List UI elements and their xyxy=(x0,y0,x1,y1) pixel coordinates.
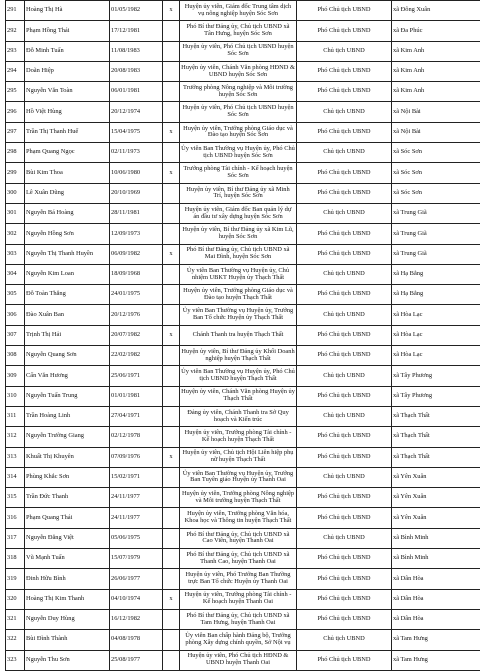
appointed-position: Chủ tịch UBND xyxy=(297,467,392,487)
appointed-unit: xã Dân Hòa xyxy=(392,609,480,629)
appointed-unit: xã Bình Minh xyxy=(392,549,480,569)
appointed-position: Phó Chủ tịch UBND xyxy=(297,488,392,508)
table-row xyxy=(6,386,480,406)
date-of-birth: 06/09/1982 xyxy=(110,244,163,264)
appointed-unit: xã Hạ Bằng xyxy=(392,264,480,284)
appointed-unit: xã Tây Phương xyxy=(392,366,480,386)
row-number: 298 xyxy=(6,143,25,163)
current-title: Huyện ủy viên, Phó Chủ tịch UBND huyện Sóc Sơn xyxy=(180,102,297,122)
table-row xyxy=(6,82,480,102)
date-of-birth: 01/05/1982 xyxy=(110,1,163,21)
appointed-position: Phó Chủ tịch UBND xyxy=(297,21,392,41)
personnel-table xyxy=(5,0,480,671)
appointed-position: Phó Chủ tịch UBND xyxy=(297,447,392,467)
date-of-birth: 11/08/1983 xyxy=(110,41,163,61)
female-mark xyxy=(163,41,180,61)
full-name: Phạm Quang Thái xyxy=(25,508,110,528)
full-name: Trần Thị Thanh Huế xyxy=(25,122,110,142)
date-of-birth: 25/08/1977 xyxy=(110,650,163,670)
date-of-birth: 26/06/1977 xyxy=(110,569,163,589)
female-mark xyxy=(163,528,180,548)
table-row xyxy=(6,203,480,223)
appointed-position: Chủ tịch UBND xyxy=(297,143,392,163)
row-number: 297 xyxy=(6,122,25,142)
full-name: Trịnh Thị Hải xyxy=(25,325,110,345)
current-title: Phó Bí thư Đảng ủy, Chủ tịch UBND xã Thanh Cao, huyện Thanh Oai xyxy=(180,549,297,569)
full-name: Cấn Văn Hương xyxy=(25,366,110,386)
full-name: Phạm Quang Ngọc xyxy=(25,143,110,163)
date-of-birth: 15/02/1971 xyxy=(110,467,163,487)
full-name: Trần Hoàng Linh xyxy=(25,406,110,426)
current-title: Huyện ủy viên, Giám đốc Ban quản lý dự án đầu tư xây dựng huyện Sóc Sơn xyxy=(180,203,297,223)
appointed-unit: xã Kim Anh xyxy=(392,41,480,61)
date-of-birth: 04/08/1978 xyxy=(110,630,163,650)
table-row xyxy=(6,21,480,41)
date-of-birth: 10/06/1980 xyxy=(110,163,163,183)
date-of-birth: 20/10/1969 xyxy=(110,183,163,203)
date-of-birth: 18/09/1968 xyxy=(110,264,163,284)
current-title: Đảng ủy viên, Chánh Thanh tra Sở Quy hoạch và Kiến trúc xyxy=(180,406,297,426)
full-name: Hồ Việt Hùng xyxy=(25,102,110,122)
full-name: Đỗ Toàn Thắng xyxy=(25,285,110,305)
row-number: 292 xyxy=(6,21,25,41)
current-title: Huyện ủy viên, Trưởng phòng Tài chính - Kế hoạch huyện Thạch Thất xyxy=(180,427,297,447)
full-name: Trần Đức Thanh xyxy=(25,488,110,508)
full-name: Lê Xuân Dũng xyxy=(25,183,110,203)
appointed-unit: xã Sóc Sơn xyxy=(392,183,480,203)
full-name: Đỗ Minh Tuấn xyxy=(25,41,110,61)
date-of-birth: 01/01/1981 xyxy=(110,386,163,406)
date-of-birth: 16/12/1982 xyxy=(110,609,163,629)
appointed-position: Phó Chủ tịch UBND xyxy=(297,650,392,670)
female-mark: x xyxy=(163,1,180,21)
current-title: Ủy viên Ban Thường vụ Huyện ủy, Chủ nhiệm UBKT Huyện ủy Thạch Thất xyxy=(180,264,297,284)
female-mark xyxy=(163,183,180,203)
date-of-birth: 22/02/1982 xyxy=(110,346,163,366)
date-of-birth: 06/01/1981 xyxy=(110,82,163,102)
current-title: Huyện ủy viên, Trưởng phòng Nông nghiệp và Môi trường huyện Thạch Thất xyxy=(180,488,297,508)
female-mark: x xyxy=(163,447,180,467)
row-number: 300 xyxy=(6,183,25,203)
full-name: Nguyễn Quang Sơn xyxy=(25,346,110,366)
appointed-position: Phó Chủ tịch UBND xyxy=(297,569,392,589)
date-of-birth: 24/11/1977 xyxy=(110,508,163,528)
female-mark xyxy=(163,366,180,386)
appointed-unit: xã Hòa Lạc xyxy=(392,325,480,345)
table-row xyxy=(6,609,480,629)
female-mark xyxy=(163,61,180,81)
female-mark xyxy=(163,203,180,223)
female-mark xyxy=(163,264,180,284)
appointed-position: Phó Chủ tịch UBND xyxy=(297,325,392,345)
female-mark xyxy=(163,406,180,426)
date-of-birth: 20/12/1974 xyxy=(110,102,163,122)
appointed-position: Phó Chủ tịch UBND xyxy=(297,609,392,629)
current-title: Huyện ủy viên, Phó Trưởng Ban Thường trực Ban Tổ chức Huyện ủy Thanh Oai xyxy=(180,569,297,589)
row-number: 322 xyxy=(6,630,25,650)
appointed-position: Chủ tịch UBND xyxy=(297,264,392,284)
full-name: Đinh Hữu Bình xyxy=(25,569,110,589)
table-row xyxy=(6,346,480,366)
date-of-birth: 15/04/1975 xyxy=(110,122,163,142)
row-number: 323 xyxy=(6,650,25,670)
appointed-position: Phó Chủ tịch UBND xyxy=(297,244,392,264)
appointed-position: Chủ tịch UBND xyxy=(297,41,392,61)
current-title: Trưởng phòng Tài chính - Kế hoạch huyện Sóc Sơn xyxy=(180,163,297,183)
appointed-position: Phó Chủ tịch UBND xyxy=(297,508,392,528)
female-mark xyxy=(163,630,180,650)
table-row xyxy=(6,427,480,447)
current-title: Ủy viên Ban Thường vụ Huyện ủy, Phó Chủ tịch UBND huyện Sóc Sơn xyxy=(180,143,297,163)
appointed-unit: xã Sóc Sơn xyxy=(392,143,480,163)
appointed-position: Phó Chủ tịch UBND xyxy=(297,82,392,102)
full-name: Phạm Hồng Thái xyxy=(25,21,110,41)
appointed-position: Chủ tịch UBND xyxy=(297,102,392,122)
appointed-position: Phó Chủ tịch UBND xyxy=(297,285,392,305)
appointed-position: Phó Chủ tịch UBND xyxy=(297,163,392,183)
row-number: 306 xyxy=(6,305,25,325)
appointed-unit: xã Dân Hòa xyxy=(392,589,480,609)
full-name: Khuất Thị Khuyên xyxy=(25,447,110,467)
current-title: Ủy viên Ban Thường vụ Huyện ủy, Trưởng Ban Tuyên giáo Huyện ủy Thanh Oai xyxy=(180,467,297,487)
table-row xyxy=(6,650,480,670)
date-of-birth: 02/11/1973 xyxy=(110,143,163,163)
female-mark xyxy=(163,427,180,447)
female-mark: x xyxy=(163,589,180,609)
appointed-unit: xã Hạ Bằng xyxy=(392,285,480,305)
row-number: 311 xyxy=(6,406,25,426)
table-row xyxy=(6,1,480,21)
date-of-birth: 15/07/1979 xyxy=(110,549,163,569)
current-title: Phó Bí thư Đảng ủy, Chủ tịch UBND xã Cao Viên, huyện Thanh Oai xyxy=(180,528,297,548)
appointed-unit: xã Thạch Thất xyxy=(392,447,480,467)
female-mark xyxy=(163,305,180,325)
date-of-birth: 24/11/1977 xyxy=(110,488,163,508)
female-mark xyxy=(163,82,180,102)
current-title: Huyện ủy viên, Trưởng phòng Tài chính - Kế hoạch huyện Thanh Oai xyxy=(180,589,297,609)
table-row xyxy=(6,325,480,345)
date-of-birth: 20/08/1983 xyxy=(110,61,163,81)
appointed-unit: xã Trung Giã xyxy=(392,203,480,223)
table-row xyxy=(6,183,480,203)
female-mark xyxy=(163,508,180,528)
appointed-unit: xã Yên Xuân xyxy=(392,488,480,508)
current-title: Trưởng phòng Nông nghiệp và Môi trường huyện Sóc Sơn xyxy=(180,82,297,102)
appointed-position: Phó Chủ tịch UBND xyxy=(297,549,392,569)
date-of-birth: 17/12/1981 xyxy=(110,21,163,41)
current-title: Huyện ủy viên, Chánh Văn phòng Huyện ủy Thạch Thất xyxy=(180,386,297,406)
appointed-unit: xã Sóc Sơn xyxy=(392,163,480,183)
row-number: 307 xyxy=(6,325,25,345)
table-row xyxy=(6,122,480,142)
row-number: 312 xyxy=(6,427,25,447)
row-number: 317 xyxy=(6,528,25,548)
appointed-position: Chủ tịch UBND xyxy=(297,305,392,325)
date-of-birth: 28/11/1981 xyxy=(110,203,163,223)
table-row xyxy=(6,244,480,264)
appointed-unit: xã Dân Hòa xyxy=(392,569,480,589)
row-number: 310 xyxy=(6,386,25,406)
appointed-unit: xã Nội Bài xyxy=(392,122,480,142)
date-of-birth: 05/06/1975 xyxy=(110,528,163,548)
row-number: 293 xyxy=(6,41,25,61)
table-row xyxy=(6,589,480,609)
appointed-position: Chủ tịch UBND xyxy=(297,203,392,223)
current-title: Huyện ủy viên, Chánh Văn phòng HĐND & UBND huyện Sóc Sơn xyxy=(180,61,297,81)
current-title: Huyện ủy viên, Trưởng phòng Giáo dục và Đào tạo huyện Thạch Thất xyxy=(180,285,297,305)
current-title: Huyện ủy viên, Chủ tịch Hội Liên hiệp phụ nữ huyện Thạch Thất xyxy=(180,447,297,467)
current-title: Phó Bí thư Đảng ủy, Chủ tịch UBND xã Mai Đình, huyện Sóc Sơn xyxy=(180,244,297,264)
appointed-unit: xã Tam Hưng xyxy=(392,630,480,650)
appointed-position: Phó Chủ tịch UBND xyxy=(297,346,392,366)
appointed-position: Chủ tịch UBND xyxy=(297,366,392,386)
female-mark xyxy=(163,488,180,508)
current-title: Ủy viên Ban Thường vụ Huyện ủy, Trưởng Ban Tổ chức Huyện ủy Thạch Thất xyxy=(180,305,297,325)
appointed-unit: xã Hòa Lạc xyxy=(392,305,480,325)
personnel-table-body xyxy=(6,1,480,671)
appointed-unit: xã Tây Phương xyxy=(392,386,480,406)
appointed-unit: xã Bình Minh xyxy=(392,528,480,548)
female-mark xyxy=(163,285,180,305)
female-mark xyxy=(163,224,180,244)
current-title: Ủy viên Ban Thường vụ Huyện ủy, Phó Chủ tịch UBND huyện Thạch Thất xyxy=(180,366,297,386)
table-row xyxy=(6,264,480,284)
table-row xyxy=(6,224,480,244)
female-mark: x xyxy=(163,325,180,345)
full-name: Phùng Khắc Sơn xyxy=(25,467,110,487)
female-mark: x xyxy=(163,163,180,183)
full-name: Đào Xuân Ban xyxy=(25,305,110,325)
row-number: 315 xyxy=(6,488,25,508)
row-number: 314 xyxy=(6,467,25,487)
appointed-unit: xã Thạch Thất xyxy=(392,427,480,447)
current-title: Huyện ủy viên, Bí thư Đảng ủy xã Minh Trí, huyện Sóc Sơn xyxy=(180,183,297,203)
row-number: 295 xyxy=(6,82,25,102)
row-number: 319 xyxy=(6,569,25,589)
full-name: Nguyễn Duy Hùng xyxy=(25,609,110,629)
table-row xyxy=(6,569,480,589)
table-row xyxy=(6,447,480,467)
current-title: Huyện ủy viên, Trưởng phòng Văn hóa, Khoa học và Thông tin huyện Thạch Thất xyxy=(180,508,297,528)
appointed-position: Chủ tịch UBND xyxy=(297,630,392,650)
full-name: Hoàng Thị Hà xyxy=(25,1,110,21)
appointed-position: Chủ tịch UBND xyxy=(297,406,392,426)
current-title: Huyện ủy viên, Phó Chủ tịch HĐND & UBND huyện Thanh Oai xyxy=(180,650,297,670)
appointed-unit: xã Kim Anh xyxy=(392,82,480,102)
full-name: Bùi Đình Thành xyxy=(25,630,110,650)
row-number: 303 xyxy=(6,244,25,264)
female-mark xyxy=(163,650,180,670)
full-name: Nguyễn Kim Loan xyxy=(25,264,110,284)
full-name: Nguyễn Tuấn Trung xyxy=(25,386,110,406)
female-mark xyxy=(163,609,180,629)
row-number: 318 xyxy=(6,549,25,569)
full-name: Nguyễn Thị Thanh Huyền xyxy=(25,244,110,264)
table-row xyxy=(6,61,480,81)
appointed-unit: xã Trung Giã xyxy=(392,244,480,264)
table-row xyxy=(6,467,480,487)
date-of-birth: 04/10/1974 xyxy=(110,589,163,609)
row-number: 313 xyxy=(6,447,25,467)
full-name: Nguyễn Văn Toàn xyxy=(25,82,110,102)
appointed-position: Phó Chủ tịch UBND xyxy=(297,1,392,21)
female-mark xyxy=(163,102,180,122)
appointed-unit: xã Kim Anh xyxy=(392,61,480,81)
table-row xyxy=(6,549,480,569)
row-number: 309 xyxy=(6,366,25,386)
appointed-position: Phó Chủ tịch UBND xyxy=(297,224,392,244)
row-number: 316 xyxy=(6,508,25,528)
appointed-unit: xã Thạch Thất xyxy=(392,406,480,426)
current-title: Huyện ủy viên, Bí thư Đảng ủy Khối Doanh nghiệp huyện Thạch Thất xyxy=(180,346,297,366)
row-number: 308 xyxy=(6,346,25,366)
appointed-unit: xã Đa Phúc xyxy=(392,21,480,41)
table-row xyxy=(6,488,480,508)
row-number: 302 xyxy=(6,224,25,244)
table-row xyxy=(6,406,480,426)
female-mark xyxy=(163,467,180,487)
female-mark xyxy=(163,549,180,569)
table-row xyxy=(6,630,480,650)
appointed-position: Phó Chủ tịch UBND xyxy=(297,427,392,447)
table-row xyxy=(6,285,480,305)
full-name: Nguyễn Thu Sơn xyxy=(25,650,110,670)
date-of-birth: 12/09/1973 xyxy=(110,224,163,244)
appointed-unit: xã Hòa Lạc xyxy=(392,346,480,366)
female-mark xyxy=(163,569,180,589)
female-mark xyxy=(163,21,180,41)
table-row xyxy=(6,508,480,528)
table-row xyxy=(6,143,480,163)
appointed-position: Phó Chủ tịch UBND xyxy=(297,61,392,81)
full-name: Nguyễn Đăng Việt xyxy=(25,528,110,548)
female-mark xyxy=(163,143,180,163)
full-name: Bùi Kim Thoa xyxy=(25,163,110,183)
female-mark: x xyxy=(163,244,180,264)
row-number: 299 xyxy=(6,163,25,183)
row-number: 305 xyxy=(6,285,25,305)
full-name: Doãn Hiệp xyxy=(25,61,110,81)
row-number: 296 xyxy=(6,102,25,122)
appointed-unit: xã Yên Xuân xyxy=(392,508,480,528)
female-mark: x xyxy=(163,122,180,142)
appointed-unit: xã Yên Xuân xyxy=(392,467,480,487)
current-title: Phó Bí thư Đảng ủy, Chủ tịch UBND xã Tam Hưng, huyện Thanh Oai xyxy=(180,609,297,629)
current-title: Huyện ủy viên, Trưởng phòng Giáo dục và Đào tạo huyện Sóc Sơn xyxy=(180,122,297,142)
appointed-unit: xã Đông Xuân xyxy=(392,1,480,21)
appointed-unit: xã Nội Bài xyxy=(392,102,480,122)
female-mark xyxy=(163,386,180,406)
date-of-birth: 20/07/1982 xyxy=(110,325,163,345)
full-name: Nguyễn Trường Giang xyxy=(25,427,110,447)
appointed-position: Phó Chủ tịch UBND xyxy=(297,122,392,142)
row-number: 291 xyxy=(6,1,25,21)
table-row xyxy=(6,163,480,183)
current-title: Ủy viên Ban chấp hành Đảng bộ, Trưởng phòng Xây dựng chính quyền, Sở Nội vụ xyxy=(180,630,297,650)
row-number: 301 xyxy=(6,203,25,223)
table-row xyxy=(6,102,480,122)
current-title: Huyện ủy viên, Giám đốc Trung tâm dịch vụ nông nghiệp huyện Sóc Sơn xyxy=(180,1,297,21)
full-name: Nguyễn Bá Hoàng xyxy=(25,203,110,223)
table-row xyxy=(6,528,480,548)
row-number: 294 xyxy=(6,61,25,81)
table-row xyxy=(6,41,480,61)
table-row xyxy=(6,366,480,386)
appointed-position: Phó Chủ tịch UBND xyxy=(297,589,392,609)
appointed-position: Phó Chủ tịch UBND xyxy=(297,386,392,406)
current-title: Huyện ủy viên, Bí thư Đảng ủy xã Kim Lũ, huyện Sóc Sơn xyxy=(180,224,297,244)
date-of-birth: 24/01/1975 xyxy=(110,285,163,305)
full-name: Nguyễn Hồng Sơn xyxy=(25,224,110,244)
current-title: Huyện ủy viên, Phó Chủ tịch UBND huyện Sóc Sơn xyxy=(180,41,297,61)
table-row xyxy=(6,305,480,325)
date-of-birth: 27/04/1971 xyxy=(110,406,163,426)
current-title: Chánh Thanh tra huyện Thạch Thất xyxy=(180,325,297,345)
date-of-birth: 02/12/1978 xyxy=(110,427,163,447)
date-of-birth: 20/12/1976 xyxy=(110,305,163,325)
row-number: 321 xyxy=(6,609,25,629)
appointed-position: Chủ tịch UBND xyxy=(297,528,392,548)
full-name: Hoàng Thị Kim Thanh xyxy=(25,589,110,609)
appointed-unit: xã Trung Giã xyxy=(392,224,480,244)
date-of-birth: 07/09/1976 xyxy=(110,447,163,467)
row-number: 304 xyxy=(6,264,25,284)
appointed-position: Phó Chủ tịch UBND xyxy=(297,183,392,203)
appointed-unit: xã Tam Hưng xyxy=(392,650,480,670)
full-name: Vũ Mạnh Tuấn xyxy=(25,549,110,569)
current-title: Phó Bí thư Đảng ủy, Chủ tịch UBND xã Tân Hưng, huyện Sóc Sơn xyxy=(180,21,297,41)
female-mark xyxy=(163,346,180,366)
date-of-birth: 25/06/1971 xyxy=(110,366,163,386)
row-number: 320 xyxy=(6,589,25,609)
